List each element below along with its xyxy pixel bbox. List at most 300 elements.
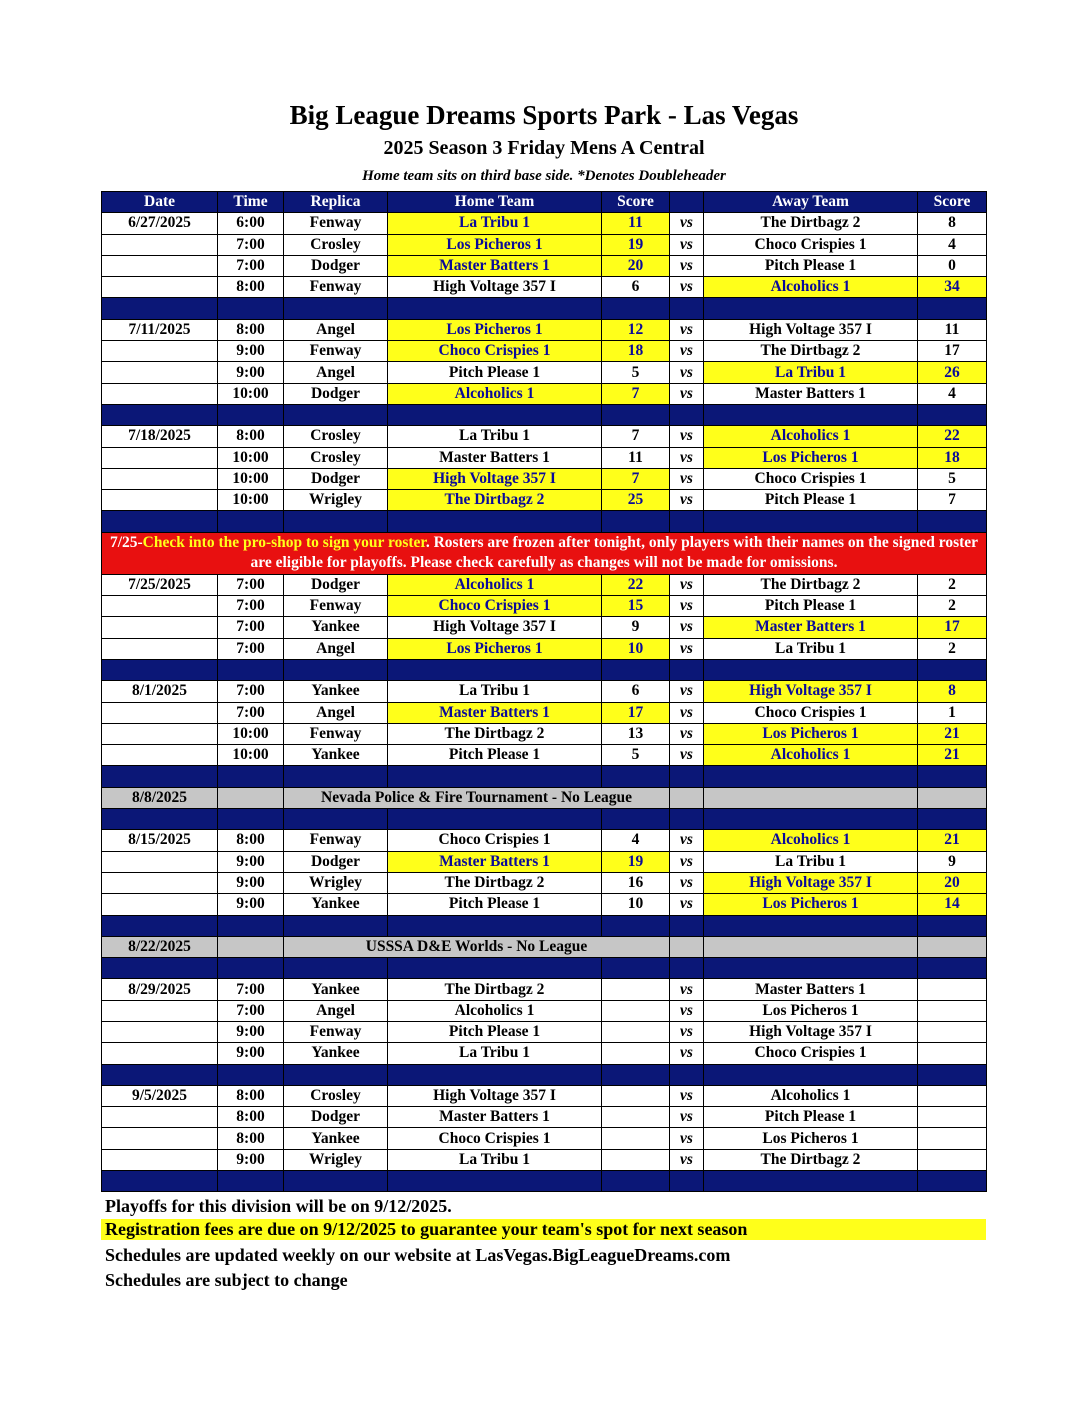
home-score-cell — [602, 1128, 670, 1149]
vs-cell: vs — [670, 681, 704, 702]
date-cell — [102, 383, 218, 404]
away-score-cell: 2 — [918, 574, 987, 595]
vs-cell: vs — [670, 468, 704, 489]
separator-cell — [218, 298, 284, 319]
time-cell: 8:00 — [218, 830, 284, 851]
date-cell: 8/15/2025 — [102, 830, 218, 851]
separator-cell — [218, 915, 284, 936]
separator-cell — [284, 1171, 388, 1192]
vs-cell: vs — [670, 426, 704, 447]
separator-cell — [670, 659, 704, 680]
vs-cell: vs — [670, 596, 704, 617]
game-row — [102, 426, 987, 447]
away-team-cell: Master Batters 1 — [704, 617, 918, 638]
separator-cell — [602, 1064, 670, 1085]
time-cell: 8:00 — [218, 277, 284, 298]
date-cell: 9/5/2025 — [102, 1085, 218, 1106]
separator-cell — [704, 659, 918, 680]
separator-cell — [218, 511, 284, 532]
vs-cell: vs — [670, 213, 704, 234]
game-row — [102, 1128, 987, 1149]
home-team-cell: Choco Crispies 1 — [388, 1128, 602, 1149]
header-away-team: Away Team — [704, 192, 918, 213]
separator-cell — [284, 1064, 388, 1085]
no-league-row — [102, 787, 987, 808]
home-team-cell: The Dirtbagz 2 — [388, 872, 602, 893]
separator-cell — [704, 958, 918, 979]
header-away-score: Score — [918, 192, 987, 213]
away-team-cell: High Voltage 357 I — [704, 681, 918, 702]
separator-cell — [602, 298, 670, 319]
vs-cell: vs — [670, 894, 704, 915]
home-team-cell: High Voltage 357 I — [388, 617, 602, 638]
away-score-cell: 9 — [918, 851, 987, 872]
replica-cell: Dodger — [284, 1107, 388, 1128]
game-row — [102, 596, 987, 617]
away-team-cell: Choco Crispies 1 — [704, 234, 918, 255]
away-score-cell: 11 — [918, 319, 987, 340]
away-score-cell: 34 — [918, 277, 987, 298]
game-row — [102, 319, 987, 340]
game-row — [102, 362, 987, 383]
week-separator-row — [102, 511, 987, 532]
home-score-cell — [602, 1021, 670, 1042]
game-row — [102, 341, 987, 362]
separator-cell — [102, 766, 218, 787]
away-team-cell: Pitch Please 1 — [704, 1107, 918, 1128]
away-team-cell: Los Picheros 1 — [704, 1000, 918, 1021]
away-score-cell: 2 — [918, 596, 987, 617]
replica-cell: Wrigley — [284, 490, 388, 511]
separator-cell — [218, 659, 284, 680]
home-team-cell: Pitch Please 1 — [388, 362, 602, 383]
time-cell: 7:00 — [218, 979, 284, 1000]
roster-notice — [102, 532, 987, 574]
vs-cell: vs — [670, 490, 704, 511]
away-score-cell: 7 — [918, 490, 987, 511]
vs-cell: vs — [670, 277, 704, 298]
time-cell: 7:00 — [218, 617, 284, 638]
date-cell: 7/18/2025 — [102, 426, 218, 447]
time-cell: 10:00 — [218, 723, 284, 744]
away-score-cell: 17 — [918, 617, 987, 638]
home-score-cell: 17 — [602, 702, 670, 723]
vs-cell: vs — [670, 979, 704, 1000]
away-score-cell: 0 — [918, 255, 987, 276]
time-cell: 9:00 — [218, 1021, 284, 1042]
date-cell — [102, 1149, 218, 1170]
time-cell: 9:00 — [218, 894, 284, 915]
vs-cell: vs — [670, 1000, 704, 1021]
replica-cell: Angel — [284, 319, 388, 340]
vs-cell: vs — [670, 872, 704, 893]
time-cell: 7:00 — [218, 596, 284, 617]
vs-cell: vs — [670, 319, 704, 340]
table-header-row — [102, 192, 987, 213]
date-cell — [102, 277, 218, 298]
replica-cell: Dodger — [284, 383, 388, 404]
away-score-cell — [918, 1043, 987, 1064]
date-cell — [102, 1021, 218, 1042]
home-score-cell: 25 — [602, 490, 670, 511]
notice-text: . Rosters are frozen after tonight, only players with their names on the signed roster are eligible for playoffs. Please check carefully as changes will not be made for omissions. — [250, 534, 979, 572]
separator-cell — [704, 766, 918, 787]
date-cell — [102, 1128, 218, 1149]
week-separator-row — [102, 659, 987, 680]
vs-cell: vs — [670, 255, 704, 276]
time-cell: 8:00 — [218, 1107, 284, 1128]
game-row — [102, 468, 987, 489]
empty-cell — [218, 787, 284, 808]
away-team-cell: Choco Crispies 1 — [704, 1043, 918, 1064]
home-team-cell: Master Batters 1 — [388, 851, 602, 872]
home-score-cell: 12 — [602, 319, 670, 340]
date-cell — [102, 596, 218, 617]
home-team-cell: Los Picheros 1 — [388, 638, 602, 659]
empty-cell — [670, 936, 704, 957]
game-row — [102, 1021, 987, 1042]
game-row — [102, 1043, 987, 1064]
header-replica: Replica — [284, 192, 388, 213]
game-row — [102, 277, 987, 298]
separator-cell — [602, 915, 670, 936]
date-cell — [102, 894, 218, 915]
week-separator-row — [102, 1064, 987, 1085]
separator-cell — [918, 404, 987, 425]
home-score-cell: 6 — [602, 681, 670, 702]
home-team-cell: La Tribu 1 — [388, 1149, 602, 1170]
game-row — [102, 1107, 987, 1128]
separator-cell — [388, 404, 602, 425]
away-score-cell: 2 — [918, 638, 987, 659]
time-cell: 9:00 — [218, 1043, 284, 1064]
separator-cell — [102, 1171, 218, 1192]
home-score-cell — [602, 1043, 670, 1064]
away-team-cell: The Dirtbagz 2 — [704, 1149, 918, 1170]
separator-cell — [388, 298, 602, 319]
separator-cell — [102, 809, 218, 830]
separator-cell — [218, 1064, 284, 1085]
header-home-score: Score — [602, 192, 670, 213]
replica-cell: Dodger — [284, 851, 388, 872]
separator-cell — [704, 1064, 918, 1085]
separator-cell — [102, 1064, 218, 1085]
home-team-cell: High Voltage 357 I — [388, 277, 602, 298]
home-score-cell: 11 — [602, 213, 670, 234]
website-text: Schedules are updated weekly on our website at LasVegas.BigLeagueDreams.com — [105, 1245, 731, 1265]
separator-cell — [218, 404, 284, 425]
game-row — [102, 681, 987, 702]
replica-cell: Wrigley — [284, 872, 388, 893]
website-note — [101, 1245, 986, 1266]
time-cell: 7:00 — [218, 1000, 284, 1021]
notice-highlight: Check into the pro-shop to sign your roster — [142, 534, 426, 552]
home-score-cell: 13 — [602, 723, 670, 744]
home-score-cell: 10 — [602, 638, 670, 659]
vs-cell: vs — [670, 830, 704, 851]
date-cell — [102, 362, 218, 383]
time-cell: 10:00 — [218, 490, 284, 511]
away-score-cell: 8 — [918, 681, 987, 702]
home-score-cell — [602, 1085, 670, 1106]
away-team-cell: Choco Crispies 1 — [704, 468, 918, 489]
date-cell — [102, 255, 218, 276]
date-cell — [102, 617, 218, 638]
empty-cell — [218, 936, 284, 957]
away-team-cell: High Voltage 357 I — [704, 1021, 918, 1042]
separator-cell — [284, 404, 388, 425]
home-score-cell: 16 — [602, 872, 670, 893]
away-score-cell: 4 — [918, 234, 987, 255]
replica-cell: Fenway — [284, 723, 388, 744]
date-cell — [102, 723, 218, 744]
separator-cell — [602, 659, 670, 680]
replica-cell: Fenway — [284, 830, 388, 851]
game-row — [102, 638, 987, 659]
time-cell: 7:00 — [218, 681, 284, 702]
time-cell: 9:00 — [218, 362, 284, 383]
change-text: Schedules are subject to change — [105, 1270, 348, 1290]
time-cell: 10:00 — [218, 447, 284, 468]
home-team-cell: Alcoholics 1 — [388, 383, 602, 404]
game-row — [102, 1149, 987, 1170]
vs-cell: vs — [670, 341, 704, 362]
away-team-cell: Alcoholics 1 — [704, 830, 918, 851]
home-team-cell: Master Batters 1 — [388, 255, 602, 276]
separator-cell — [670, 1171, 704, 1192]
separator-cell — [918, 1171, 987, 1192]
game-row — [102, 830, 987, 851]
time-cell: 7:00 — [218, 574, 284, 595]
away-team-cell: Master Batters 1 — [704, 383, 918, 404]
vs-cell: vs — [670, 1107, 704, 1128]
home-team-cell: Choco Crispies 1 — [388, 830, 602, 851]
away-team-cell: High Voltage 357 I — [704, 319, 918, 340]
separator-cell — [388, 915, 602, 936]
replica-cell: Angel — [284, 702, 388, 723]
away-team-cell: Master Batters 1 — [704, 979, 918, 1000]
vs-cell: vs — [670, 574, 704, 595]
date-cell: 7/25/2025 — [102, 574, 218, 595]
header-home-team: Home Team — [388, 192, 602, 213]
separator-cell — [704, 809, 918, 830]
home-score-cell — [602, 1107, 670, 1128]
away-team-cell: Los Picheros 1 — [704, 1128, 918, 1149]
replica-cell: Fenway — [284, 1021, 388, 1042]
home-score-cell: 22 — [602, 574, 670, 595]
replica-cell: Wrigley — [284, 1149, 388, 1170]
away-score-cell: 1 — [918, 702, 987, 723]
registration-text: Registration fees are due on 9/12/2025 to guarantee your team's spot for next season — [105, 1219, 748, 1239]
separator-cell — [284, 766, 388, 787]
time-cell: 7:00 — [218, 255, 284, 276]
vs-cell: vs — [670, 1128, 704, 1149]
time-cell: 8:00 — [218, 426, 284, 447]
separator-cell — [670, 958, 704, 979]
date-cell: 6/27/2025 — [102, 213, 218, 234]
game-row — [102, 979, 987, 1000]
no-league-label: Nevada Police & Fire Tournament - No League — [284, 787, 670, 808]
separator-cell — [704, 404, 918, 425]
away-team-cell: La Tribu 1 — [704, 851, 918, 872]
home-score-cell: 18 — [602, 341, 670, 362]
home-score-cell: 20 — [602, 255, 670, 276]
vs-cell: vs — [670, 702, 704, 723]
date-cell — [102, 702, 218, 723]
separator-cell — [102, 659, 218, 680]
separator-cell — [602, 511, 670, 532]
replica-cell: Fenway — [284, 213, 388, 234]
game-row — [102, 383, 987, 404]
separator-cell — [102, 298, 218, 319]
page-title: Big League Dreams Sports Park - Las Vegas — [289, 100, 799, 130]
replica-cell: Fenway — [284, 277, 388, 298]
time-cell: 8:00 — [218, 1128, 284, 1149]
empty-cell — [704, 936, 918, 957]
separator-cell — [218, 766, 284, 787]
home-score-cell: 7 — [602, 426, 670, 447]
time-cell: 7:00 — [218, 702, 284, 723]
game-row — [102, 1000, 987, 1021]
separator-cell — [388, 1064, 602, 1085]
game-row — [102, 255, 987, 276]
time-cell: 7:00 — [218, 234, 284, 255]
week-separator-row — [102, 809, 987, 830]
notice-date: 7/25- — [109, 534, 143, 552]
home-score-cell — [602, 1149, 670, 1170]
away-team-cell: Los Picheros 1 — [704, 894, 918, 915]
separator-cell — [602, 766, 670, 787]
time-cell: 9:00 — [218, 341, 284, 362]
vs-cell: vs — [670, 1043, 704, 1064]
vs-cell: vs — [670, 447, 704, 468]
away-score-cell: 14 — [918, 894, 987, 915]
date-cell — [102, 341, 218, 362]
replica-cell: Yankee — [284, 1043, 388, 1064]
replica-cell: Yankee — [284, 894, 388, 915]
home-team-cell: The Dirtbagz 2 — [388, 979, 602, 1000]
replica-cell: Crosley — [284, 447, 388, 468]
home-score-cell: 6 — [602, 277, 670, 298]
separator-cell — [284, 659, 388, 680]
separator-cell — [602, 809, 670, 830]
separator-cell — [602, 404, 670, 425]
vs-cell: vs — [670, 723, 704, 744]
home-team-cell: Los Picheros 1 — [388, 234, 602, 255]
home-team-cell: Pitch Please 1 — [388, 745, 602, 766]
replica-cell: Dodger — [284, 255, 388, 276]
time-cell: 6:00 — [218, 213, 284, 234]
separator-cell — [918, 958, 987, 979]
separator-cell — [918, 511, 987, 532]
separator-cell — [284, 915, 388, 936]
game-row — [102, 872, 987, 893]
away-score-cell — [918, 1021, 987, 1042]
game-row — [102, 617, 987, 638]
home-team-cell: Alcoholics 1 — [388, 1000, 602, 1021]
home-score-cell: 4 — [602, 830, 670, 851]
replica-cell: Crosley — [284, 426, 388, 447]
replica-cell: Angel — [284, 362, 388, 383]
away-score-cell: 18 — [918, 447, 987, 468]
game-row — [102, 851, 987, 872]
home-team-cell: Los Picheros 1 — [388, 319, 602, 340]
away-score-cell — [918, 1107, 987, 1128]
vs-cell: vs — [670, 851, 704, 872]
separator-cell — [388, 809, 602, 830]
time-cell: 10:00 — [218, 468, 284, 489]
separator-cell — [670, 298, 704, 319]
away-team-cell: Choco Crispies 1 — [704, 702, 918, 723]
home-score-cell: 19 — [602, 234, 670, 255]
week-separator-row — [102, 298, 987, 319]
separator-cell — [918, 659, 987, 680]
home-score-cell: 7 — [602, 468, 670, 489]
home-score-cell: 19 — [602, 851, 670, 872]
home-score-cell: 11 — [602, 447, 670, 468]
no-league-label: USSSA D&E Worlds - No League — [284, 936, 670, 957]
home-team-cell: La Tribu 1 — [388, 426, 602, 447]
change-note — [101, 1270, 986, 1291]
away-team-cell: The Dirtbagz 2 — [704, 341, 918, 362]
home-team-cell: Master Batters 1 — [388, 1107, 602, 1128]
home-score-cell: 15 — [602, 596, 670, 617]
separator-cell — [388, 511, 602, 532]
home-team-cell: Master Batters 1 — [388, 447, 602, 468]
header-vs — [670, 192, 704, 213]
date-cell: 7/11/2025 — [102, 319, 218, 340]
date-cell — [102, 745, 218, 766]
replica-cell: Yankee — [284, 745, 388, 766]
separator-cell — [704, 1171, 918, 1192]
week-separator-row — [102, 1171, 987, 1192]
home-score-cell: 7 — [602, 383, 670, 404]
separator-cell — [284, 511, 388, 532]
separator-cell — [284, 958, 388, 979]
game-row — [102, 1085, 987, 1106]
away-score-cell — [918, 1085, 987, 1106]
home-score-cell: 5 — [602, 745, 670, 766]
away-score-cell: 26 — [918, 362, 987, 383]
home-team-cell: Choco Crispies 1 — [388, 596, 602, 617]
home-team-cell: High Voltage 357 I — [388, 468, 602, 489]
empty-cell — [918, 787, 987, 808]
date-cell: 8/1/2025 — [102, 681, 218, 702]
away-team-cell: Alcoholics 1 — [704, 426, 918, 447]
separator-cell — [388, 766, 602, 787]
date-cell — [102, 234, 218, 255]
page-subtitle: 2025 Season 3 Friday Mens A Central — [383, 137, 705, 159]
home-team-cell: High Voltage 357 I — [388, 1085, 602, 1106]
separator-cell — [388, 1171, 602, 1192]
away-score-cell: 22 — [918, 426, 987, 447]
empty-cell — [670, 787, 704, 808]
separator-cell — [670, 511, 704, 532]
separator-cell — [284, 809, 388, 830]
time-cell: 9:00 — [218, 872, 284, 893]
home-team-cell: Master Batters 1 — [388, 702, 602, 723]
away-score-cell: 21 — [918, 723, 987, 744]
replica-cell: Dodger — [284, 574, 388, 595]
time-cell: 8:00 — [218, 1085, 284, 1106]
game-row — [102, 234, 987, 255]
date-cell: 8/22/2025 — [102, 936, 218, 957]
separator-cell — [918, 915, 987, 936]
separator-cell — [218, 809, 284, 830]
date-cell — [102, 447, 218, 468]
separator-cell — [102, 511, 218, 532]
separator-cell — [670, 1064, 704, 1085]
